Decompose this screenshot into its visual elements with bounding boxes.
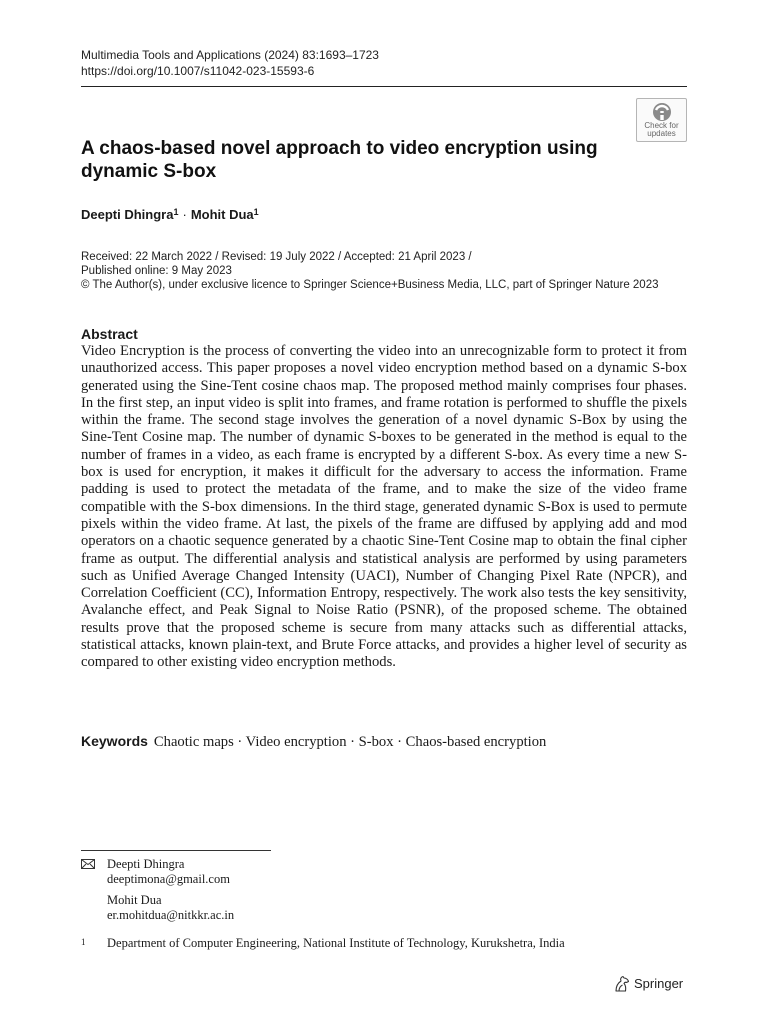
author-separator: · bbox=[182, 207, 187, 222]
published-online: Published online: 9 May 2023 bbox=[81, 265, 232, 277]
badge-line-1: Check for bbox=[644, 121, 679, 130]
header-rule bbox=[81, 86, 687, 87]
affiliation-marker: 1 bbox=[81, 937, 86, 947]
keywords-list: Chaotic maps · Video encryption · S-box · Chaos-based encryption bbox=[153, 734, 547, 750]
doi-link[interactable]: https://doi.org/10.1007/s11042-023-15593-6 bbox=[81, 64, 315, 78]
contact-email[interactable]: deeptimona@gmail.com bbox=[107, 872, 230, 886]
journal-header bbox=[81, 47, 379, 79]
coauthor-contact bbox=[107, 893, 234, 923]
keywords-label: Keywords bbox=[81, 733, 148, 749]
springer-horse-icon bbox=[613, 975, 631, 993]
affiliation-text: Department of Computer Engineering, National Institute of Technology, Kurukshetra, India bbox=[107, 936, 565, 950]
abstract-text: Video Encryption is the process of converting the video into an unrecognizable form to protect it from unauthorized access. This paper proposes a novel video encryption method based on a dynamic S-box generated using the Sine-Tent cosine chaos map. The proposed method mainly comprises four phases. In the first step, an input video is split into frames, and frame rotation is performed to shuffle the pixels within the frame. The second stage involves the generation of a novel dynamic S-Box by using the Sine-Tent Cosine map. The number of dynamic S-boxes to be generated in the method is equal to the number of frames in a video, as each frame is encrypted by a different S-box. As every time a new S-box is used for encryption, it makes it difficult for the adversary to access the information. Frame padding is used to protect the metadata of the frame, and to make the size of the video frame compatible with the S-box dimensions. In the third stage, generated dynamic S-Box is used to permute pixels within the video frame. At last, the pixels of the frame are diffused by applying add and mod operators on a chaotic sequence generated by a chaotic Sine-Tent Cosine map to obtain the final cipher frame as output. The differential analysis and statistical analysis are performed by using parameters such as Unified Average Changed Intensity (UACI), Number of Changing Pixel Rate (NPCR), and Correlation Coefficient (CC), Information Entropy, respectively. The work also tests the key sensitivity, Avalanche effect, and Peak Signal to Noise Ratio (PSNR), of the proposed scheme. The obtained results prove that the proposed scheme is secure from many attacks such as differential attacks, statistical attacks, known plain-text, and Brute Force attacks, and provides a higher level of security as compared to other existing video encryption methods. bbox=[81, 343, 687, 671]
envelope-icon bbox=[81, 859, 95, 869]
keywords bbox=[81, 733, 546, 751]
publication-history bbox=[81, 250, 659, 292]
contact-email[interactable]: er.mohitdua@nitkkr.ac.in bbox=[107, 908, 235, 922]
author-affiliation-marker: 1 bbox=[253, 207, 259, 217]
check-for-updates-icon bbox=[651, 102, 673, 122]
badge-line-2: updates bbox=[647, 129, 676, 138]
contact-name: Mohit Dua bbox=[107, 893, 162, 907]
author-name[interactable]: Mohit Dua bbox=[190, 207, 254, 222]
author-affiliation-marker: 1 bbox=[173, 207, 179, 217]
paper-title: A chaos-based novel approach to video encryption using dynamic S-box bbox=[81, 138, 598, 182]
journal-citation: Multimedia Tools and Applications (2024) 83:1693–1723 bbox=[81, 48, 379, 62]
corresponding-author bbox=[107, 857, 230, 887]
contact-name: Deepti Dhingra bbox=[107, 857, 185, 871]
author-name[interactable]: Deepti Dhingra bbox=[81, 207, 174, 222]
received-revised-accepted: Received: 22 March 2022 / Revised: 19 July 2022 / Accepted: 21 April 2023 / bbox=[81, 251, 472, 263]
publisher-name: Springer bbox=[634, 976, 684, 991]
copyright-line: © The Author(s), under exclusive licence to Springer Science+Business Media, LLC, part of Springer Nature 2023 bbox=[81, 279, 659, 291]
abstract-heading: Abstract bbox=[81, 326, 138, 342]
check-for-updates-badge[interactable] bbox=[636, 98, 687, 142]
author-list bbox=[81, 207, 259, 223]
footnote-rule bbox=[81, 850, 271, 851]
